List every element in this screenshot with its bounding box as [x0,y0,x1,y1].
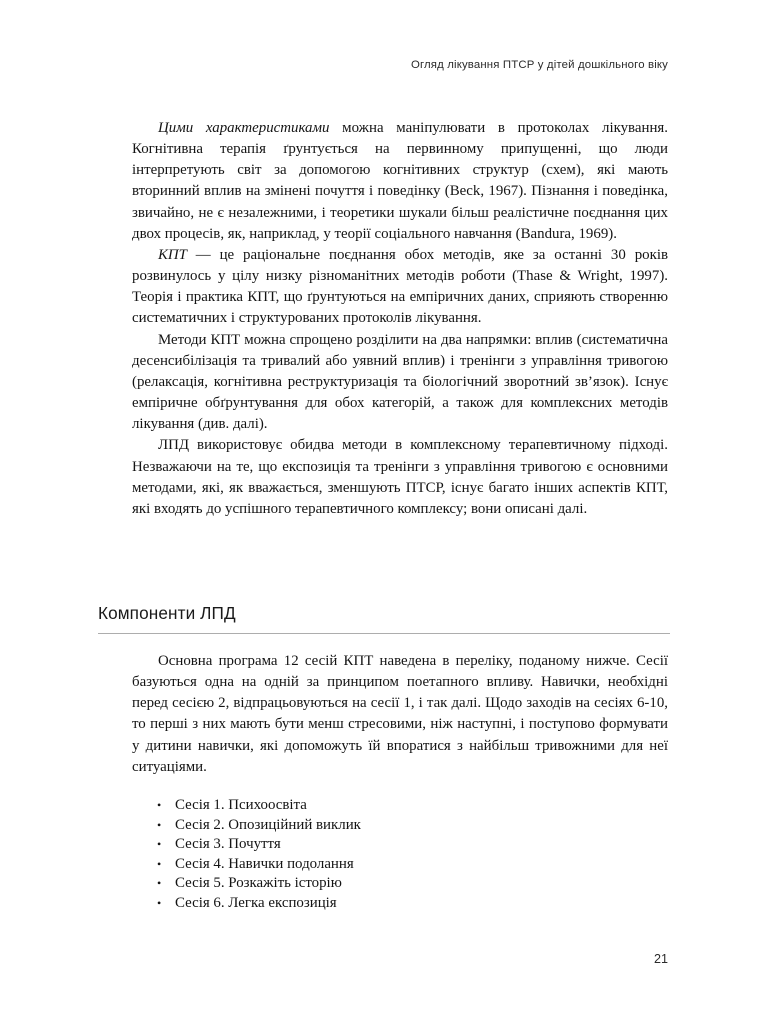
bullet-icon: • [157,895,162,910]
list-item [157,835,637,855]
list-item [157,796,637,816]
section-title: Компоненти ЛПД [98,603,236,623]
section-header-block [98,603,670,642]
list-item-label: Сесія 1. Психоосвіта [175,797,307,813]
paragraph-characteristics [132,118,668,245]
paragraph-lead-italic: Цими характеристиками [158,120,330,136]
list-item-label: Сесія 3. Почуття [175,836,281,853]
bullet-icon: • [157,876,162,891]
paragraph-cbt-definition [132,245,668,330]
list-item [157,894,637,914]
session-list [157,796,637,914]
section-divider [98,633,670,634]
paragraph-lpd-approach [132,435,668,520]
list-item-label: Сесія 2. Опозиційний виклик [175,816,361,833]
bullet-icon: • [157,856,162,871]
list-item [157,855,637,875]
page-number: 21 [653,952,668,966]
paragraph-text: Основна програма 12 сесій КПТ наведена в переліку, поданому нижче. Сесії базуються одна на одній за принципом поетапного впливу. Навички, необхідні перед сесією 2, відпрацьовуються на сесії 1, і так далі. Щодо заходів на сесіях 6-10, то перші з них мають бути менш стресовими, ніж наступні, і поступово формувати у дитини навички, які допоможуть їй впоратися з найбільш тривожними для неї ситуаціями. [132,653,668,775]
paragraph-session-program [132,651,668,778]
paragraph-text: ЛПД використовує обидва методи в комплексному терапевтичному підході. Незважаючи на те, що експозиція та тренінги з управління тривогою є основними методами, які, як вважається, зменшують ПТСР, існує багато інших аспектів КПТ, які входять до успішного терапевтичного комплексу; вони описані далі. [132,437,668,517]
main-text-column [132,118,668,520]
list-item-label: Сесія 6. Легка експозиція [175,894,337,911]
paragraph-text: Методи КПТ можна спрощено розділити на два напрямки: вплив (систематична десенсибілізація та тривалий або уявний вплив) і тренінги з управління тривогою (релаксація, когнітивна реструктуризація та біологічний зворотний зв’язок). Існує емпіричне обґрунтування для обох категорій, а також для комплексних методів лікування (див. далі). [132,331,668,433]
bullet-icon: • [157,817,162,832]
bullet-icon: • [157,837,162,852]
paragraph-cbt-methods [132,330,668,436]
section-text-column [132,651,668,778]
list-item-label: Сесія 5. Розкажіть історію [175,875,342,892]
list-item [157,816,637,836]
list-item [157,874,637,894]
paragraph-text: — це раціональне поєднання обох методів, яке за останні 30 років розвинулось у цілу низку різноманітних методів роботи (Thase & Wright, 1997). Теорія і практика КПТ, що ґрунтуються на емпіричних даних, сприяють створенню систематичних і структурованих протоколів лікування. [132,246,668,327]
paragraph-text: можна маніпулювати в протоколах лікування. Когнітивна терапія ґрунтується на первинному припущенні, що люди інтерпретують світ за допомогою когнітивних структур (схем), які мають вторинний вплив на змінені почуття і поведінку (Beck, 1967). Пізнання і поведінка, звичайно, не є незалежними, і теоретики шукали більш реалістичне поєднання цих двох процесів, як, наприклад, у теорії соціального навчання (Bandura, 1969). [132,120,669,242]
running-header: Огляд лікування ПТСР у дітей дошкільного віку [410,59,668,71]
bullet-icon: • [157,798,162,812]
paragraph-lead-italic: КПТ [158,246,187,263]
list-item-label: Сесія 4. Навички подолання [175,855,354,872]
